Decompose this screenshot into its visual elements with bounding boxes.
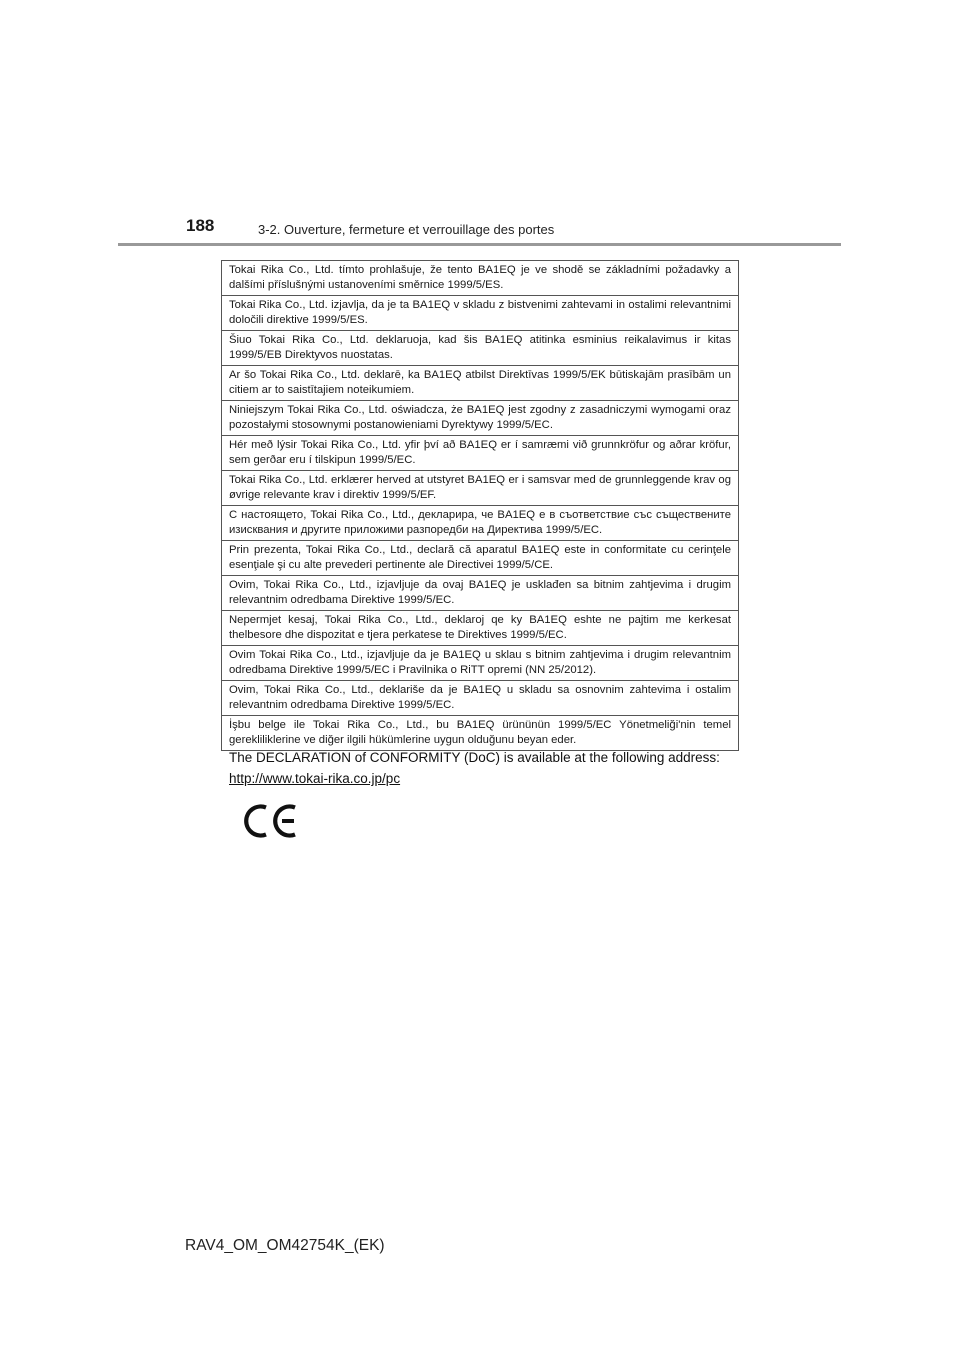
declarations-table <box>221 260 739 751</box>
doc-url-link[interactable]: http://www.tokai-rika.co.jp/pc <box>229 771 401 786</box>
table-row <box>222 681 739 716</box>
declaration-cell: Ovim, Tokai Rika Co., Ltd., deklariše da je BA1EQ u skladu sa osnovnim zahtevima i ostalim relevantnim odredbama Direktive 1999/5/EC. <box>222 681 739 716</box>
table-row <box>222 471 739 506</box>
table-row <box>222 646 739 681</box>
section-title: 3-2. Ouverture, fermeture et verrouillage des portes <box>258 222 555 237</box>
doc-availability-note: The DECLARATION of CONFORMITY (DoC) is available at the following address: <box>229 750 720 765</box>
table-row <box>222 296 739 331</box>
header-divider <box>118 243 841 246</box>
declaration-cell: Tokai Rika Co., Ltd. izjavlja, da je ta BA1EQ v skladu z bistvenimi zahtevami in ostalimi relevantnimi določili direktive 1999/5/ES. <box>222 296 739 331</box>
table-row <box>222 611 739 646</box>
declaration-cell: Niniejszym Tokai Rika Co., Ltd. oświadcza, że BA1EQ jest zgodny z zasadniczymi wymogami oraz pozostałymi stosownymi postanowieniami Dyrektywy 1999/5/EC. <box>222 401 739 436</box>
table-row <box>222 401 739 436</box>
declaration-cell: Ar šo Tokai Rika Co., Ltd. deklarē, ka BA1EQ atbilst Direktīvas 1999/5/EK būtiskajām prasībām un citiem ar to saistītajiem noteikumiem. <box>222 366 739 401</box>
table-row <box>222 541 739 576</box>
table-row <box>222 436 739 471</box>
page-number: 188 <box>186 216 215 235</box>
declaration-cell: С настоящето, Tokai Rika Co., Ltd., декларира, че BA1EQ е в съответствие със съществените изисквания и другите приложими разпоредби на Директива 1999/5/EC. <box>222 506 739 541</box>
declaration-cell: Tokai Rika Co., Ltd. tímto prohlašuje, že tento BA1EQ je ve shodě se základními požadavky a dalšími příslušnými ustanoveními směrnice 1999/5/ES. <box>222 261 739 296</box>
declaration-cell: İşbu belge ile Tokai Rika Co., Ltd., bu BA1EQ ürününün 1999/5/EC Yönetmeliği'nin temel gerekliliklerine ve diğer ilgili hükümlerine uygun olduğunu beyan eder. <box>222 716 739 751</box>
declaration-cell: Šiuo Tokai Rika Co., Ltd. deklaruoja, kad šis BA1EQ atitinka esminius reikalavimus ir kitas 1999/5/EB Direktyvos nuostatas. <box>222 331 739 366</box>
declaration-cell: Nepermjet kesaj, Tokai Rika Co., Ltd., deklaroj qe ky BA1EQ eshte ne pajtim me kerkesat thelbesore dhe dispozitat e tjera perkatese te Direktives 1999/5/EC. <box>222 611 739 646</box>
table-row <box>222 366 739 401</box>
table-row <box>222 331 739 366</box>
footer-document-code: RAV4_OM_OM42754K_(EK) <box>185 1237 385 1254</box>
table-row <box>222 506 739 541</box>
declaration-cell: Ovim, Tokai Rika Co., Ltd., izjavljuje da ovaj BA1EQ je usklađen sa bitnim zahtjevima i drugim relevantnim odredbama Direktive 1999/5/EC. <box>222 576 739 611</box>
ce-mark-icon <box>244 803 298 839</box>
table-row <box>222 576 739 611</box>
declaration-cell: Tokai Rika Co., Ltd. erklærer herved at utstyret BA1EQ er i samsvar med de grunnleggende krav og øvrige relevante krav i direktiv 1999/5/EF. <box>222 471 739 506</box>
table-row <box>222 261 739 296</box>
declaration-cell: Prin prezenta, Tokai Rika Co., Ltd., declară că aparatul BA1EQ este in conformitate cu cerinţele esenţiale şi cu alte prevederi pertinente ale Directivei 1999/5/CE. <box>222 541 739 576</box>
declaration-cell: Hér með lýsir Tokai Rika Co., Ltd. yfir því að BA1EQ er í samræmi við grunnkröfur og aðrar kröfur, sem gerðar eru í tilskipun 1999/5/EC. <box>222 436 739 471</box>
table-row <box>222 716 739 751</box>
declaration-cell: Ovim Tokai Rika Co., Ltd., izjavljuje da je BA1EQ u sklau s bitnim zahtjevima i drugim relevantnim odredbama Direktive 1999/5/EC i Pravilnika o RiTT opremi (NN 25/2012). <box>222 646 739 681</box>
